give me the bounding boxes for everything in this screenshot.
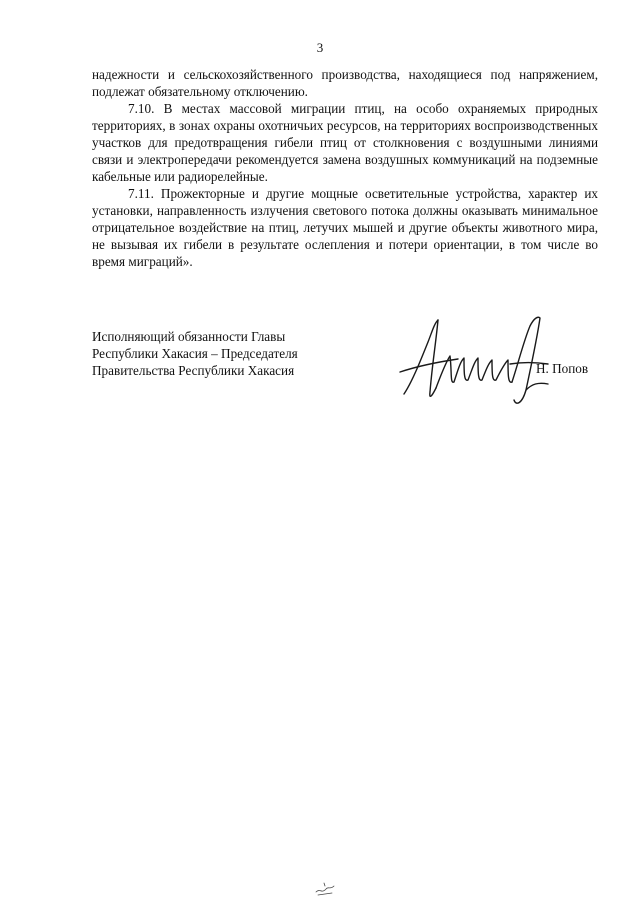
page-mark (312, 880, 338, 898)
signatory-title-line-2: Республики Хакасия – Председателя (92, 346, 298, 361)
signatory-name: Н. Попов (536, 361, 589, 376)
paragraph-7-11: 7.11. Прожекторные и другие мощные осветительные устройства, характер их установки, направленность излучения светового потока должны оказывать минимальное отрицательное воздействие на птиц, летучих мышей и другие объекты животного мира, не вызывая их гибели в результате ослепления и потери ориентации, в том числе во время миграций». (92, 186, 598, 269)
handwritten-signature (398, 312, 556, 408)
paragraph-continuation: надежности и сельскохозяйственного производства, находящиеся под напряжением, подлежат обязательному отключению. (92, 67, 598, 99)
document-body (92, 66, 598, 270)
signatory-title-line-3: Правительства Республики Хакасия (92, 363, 295, 378)
page-number: 3 (316, 40, 324, 55)
paragraph-7-10: 7.10. В местах массовой миграции птиц, на особо охраняемых природных территориях, в зонах охраны охотничьих ресурсов, на территориях воспроизводственных участков для предотвращения гибели птиц от столкновения с воздушными линиями связи и электропередачи рекомендуется замена воздушных коммуникаций на подземные кабельные или радиорелейные. (92, 101, 598, 184)
signatory-title (92, 328, 298, 379)
signatory-title-line-1: Исполняющий обязанности Главы (92, 329, 286, 344)
